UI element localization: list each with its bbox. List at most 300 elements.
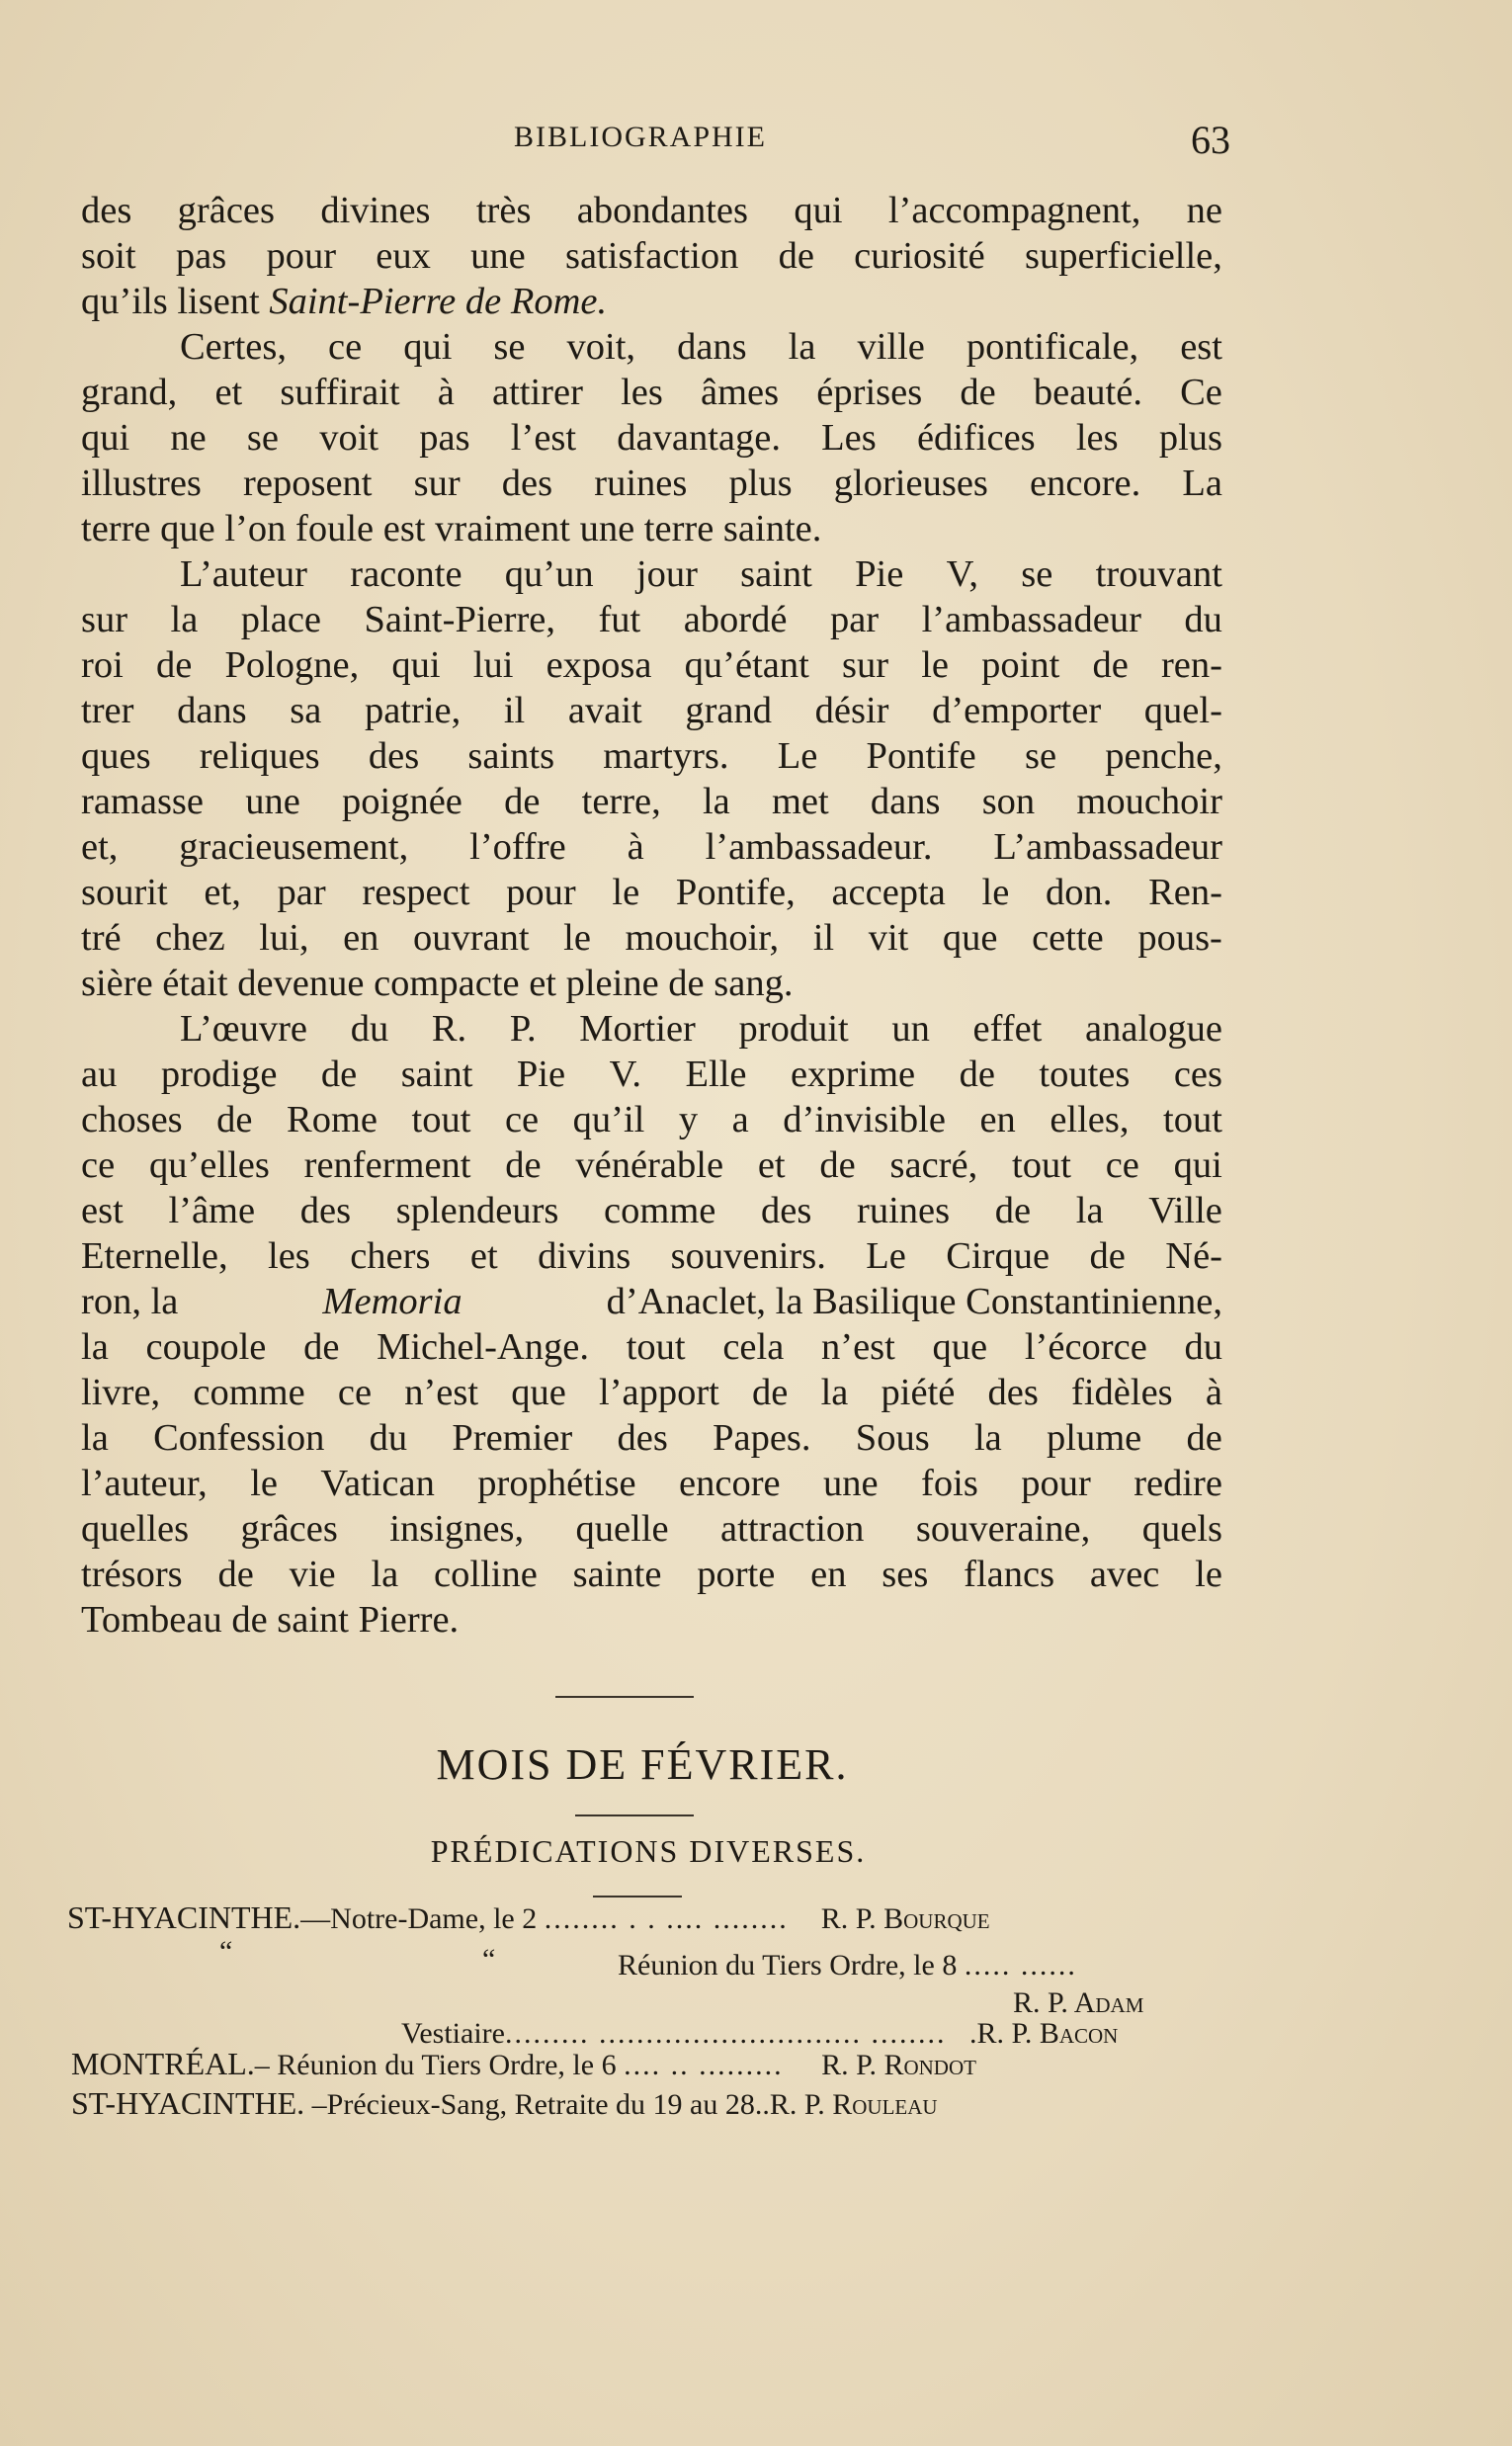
word: saint [740, 553, 812, 595]
word: Eternelle, [81, 1235, 228, 1277]
word: Papes. [713, 1417, 811, 1459]
word: la [702, 781, 730, 822]
word: la [81, 1417, 109, 1459]
word: des [761, 1190, 812, 1231]
word: sacré, [889, 1144, 978, 1186]
word: une [823, 1463, 879, 1504]
speaker-name: R. P. Rondot [821, 2049, 976, 2081]
word: ce [504, 1099, 540, 1140]
word: fut [598, 599, 641, 640]
list-item [71, 2085, 938, 2122]
place-name: ST-HYACINTHE. [71, 2085, 305, 2121]
word: soit [81, 235, 136, 277]
word: flancs [964, 1554, 1055, 1595]
word: penche, [1105, 735, 1222, 777]
word: reliques [199, 735, 320, 777]
word: ce [81, 1144, 116, 1186]
word: la [788, 326, 816, 368]
place-name: MONTRÉAL. [71, 2046, 255, 2081]
word: tout [1012, 1144, 1071, 1186]
word: l’accompagnent, [887, 190, 1141, 231]
word: accepta [831, 872, 946, 913]
speaker-name: R. P. Rouleau [769, 2088, 938, 2121]
word: de [216, 1099, 253, 1140]
word: qu’elles [148, 1144, 270, 1186]
word: tout [411, 1099, 471, 1140]
word: piété [881, 1372, 956, 1413]
word: Vatican [320, 1463, 435, 1504]
word: divines [320, 190, 431, 231]
word: prodige [160, 1054, 278, 1095]
word: son [981, 781, 1036, 822]
word: et [757, 1144, 786, 1186]
word: est [81, 1190, 124, 1231]
word: comme [604, 1190, 716, 1231]
word: grand [685, 690, 773, 731]
word: qu’il [572, 1099, 645, 1140]
word: pas [175, 235, 227, 277]
word: voit [319, 417, 379, 459]
dot-leader: ......... ............................ ........ [504, 2017, 947, 2050]
word: colline [434, 1554, 538, 1595]
text-span: ron, la [81, 1281, 179, 1322]
word: qui [794, 190, 843, 231]
word: respect [362, 872, 470, 913]
word: roi [81, 644, 124, 686]
word: cette [1032, 917, 1104, 959]
word: beauté. [1033, 372, 1142, 413]
speaker-name: R. P. Bourque [820, 1902, 990, 1935]
word: abondantes [576, 190, 748, 231]
speaker-name: .R. P. Bacon [968, 2017, 1119, 2050]
list-item [618, 1949, 1093, 1982]
word: met [771, 781, 829, 822]
speaker-name: R. P. Adam [1013, 1986, 1144, 2019]
word: éprises [816, 372, 923, 413]
word: davantage. [617, 417, 781, 459]
book-title: Saint-Pierre de Rome. [269, 281, 608, 322]
word: sur [81, 599, 128, 640]
word: avait [567, 690, 642, 731]
subsection-title: PRÉDICATIONS DIVERSES. [430, 1833, 867, 1869]
dot-leader: ........ . . .... ........ [544, 1902, 789, 1935]
list-item [67, 1899, 990, 1936]
word: se [493, 326, 526, 368]
word: de [303, 1326, 340, 1368]
word: gracieusement, [179, 826, 409, 868]
word: l’apport [599, 1372, 719, 1413]
word: Michel-Ange. [377, 1326, 590, 1368]
word: des [81, 190, 132, 231]
word: mouchoir, [625, 917, 780, 959]
word: fois [921, 1463, 978, 1504]
word: Le [866, 1235, 906, 1277]
word: l’écorce [1024, 1326, 1147, 1368]
word: Pologne, [224, 644, 360, 686]
word: ce [337, 1372, 373, 1413]
text-line: sière était devenue compacte et pleine de sang. [81, 963, 794, 1004]
word: du [1184, 599, 1222, 640]
word: Ville [1148, 1190, 1222, 1231]
dot-leader: .... .. ......... [624, 2049, 784, 2081]
word: plus [1158, 417, 1222, 459]
word: l’ambassadeur [921, 599, 1141, 640]
entry-detail: Réunion du Tiers Ordre, le 8 [618, 1949, 958, 1982]
word: que [942, 917, 998, 959]
word: une [245, 781, 300, 822]
word: de [155, 644, 193, 686]
word: un [891, 1008, 930, 1050]
word: qui [391, 644, 441, 686]
word: dans [870, 781, 941, 822]
word: l’ambassadeur. [705, 826, 933, 868]
word: ramasse [81, 781, 204, 822]
word: pous- [1137, 917, 1222, 959]
word: et [469, 1235, 498, 1277]
word: toutes [1039, 1054, 1131, 1095]
word: plume [1047, 1417, 1142, 1459]
word: le [981, 872, 1010, 913]
word: vénérable [575, 1144, 724, 1186]
word: sainte [572, 1554, 662, 1595]
word: le [563, 917, 591, 959]
word: à [437, 372, 455, 413]
word: dans [677, 326, 747, 368]
word: qui [81, 417, 130, 459]
word: de [819, 1144, 856, 1186]
word: saint [400, 1054, 473, 1095]
word: les [268, 1235, 310, 1277]
word: âmes [701, 372, 780, 413]
text-span: d’Anaclet, la Basilique Constantinienne, [606, 1281, 1222, 1322]
word: quelles [81, 1508, 190, 1550]
word: exprime [790, 1054, 916, 1095]
word: place [240, 599, 322, 640]
word: grand, [81, 372, 178, 413]
word: exposa [546, 644, 652, 686]
word: quelle [575, 1508, 669, 1550]
word: par [277, 872, 326, 913]
word: fidèles [1071, 1372, 1173, 1413]
word: don. [1046, 872, 1113, 913]
word: le [250, 1463, 278, 1504]
word: l’est [510, 417, 577, 459]
word: de [1186, 1417, 1222, 1459]
word: grâces [240, 1508, 338, 1550]
word: pour [1021, 1463, 1091, 1504]
word: Les [821, 417, 877, 459]
word: pour [506, 872, 576, 913]
text-line: Tombeau de saint Pierre. [81, 1599, 460, 1641]
word: produit [738, 1008, 849, 1050]
place-name: ST-HYACINTHE. [67, 1899, 301, 1935]
word: chers [350, 1235, 431, 1277]
word: ne [170, 417, 207, 459]
word: ce [328, 326, 363, 368]
page-number: 63 [1191, 118, 1230, 162]
word: pas [419, 417, 470, 459]
word: la [973, 1417, 1002, 1459]
word: d’invisible [783, 1099, 946, 1140]
word: attraction [720, 1508, 865, 1550]
word: y [678, 1099, 699, 1140]
word: souveraine, [915, 1508, 1091, 1550]
word: la [170, 599, 199, 640]
word: R. [431, 1008, 467, 1050]
word: l’offre [469, 826, 566, 868]
word: lui [472, 644, 514, 686]
word: d’emporter [932, 690, 1102, 731]
word: au [81, 1054, 118, 1095]
word: la [371, 1554, 399, 1595]
word: chez [155, 917, 225, 959]
word: qu’un [504, 553, 594, 595]
word: des [617, 1417, 668, 1459]
list-item [1013, 1986, 1143, 2020]
word: eux [376, 235, 431, 277]
word: Cirque [946, 1235, 1050, 1277]
word: ques [81, 735, 151, 777]
word: trésors [81, 1554, 183, 1595]
word: lui, [259, 917, 309, 959]
word: ville [857, 326, 925, 368]
word: du [350, 1008, 389, 1050]
word: à [627, 826, 644, 868]
word: se [1021, 553, 1053, 595]
word: redire [1134, 1463, 1222, 1504]
word: encore. [1030, 463, 1141, 504]
word: Ce [1180, 372, 1222, 413]
word: l’auteur, [81, 1463, 208, 1504]
word: comme [193, 1372, 305, 1413]
word: du [1184, 1326, 1222, 1368]
word: patrie, [364, 690, 462, 731]
word: le [1195, 1554, 1222, 1595]
word: sourit [81, 872, 168, 913]
word: V. [609, 1054, 642, 1095]
word: Sous [855, 1417, 930, 1459]
word: livre, [81, 1372, 161, 1413]
word: tré [81, 917, 122, 959]
word: choses [81, 1099, 183, 1140]
word: Né- [1165, 1235, 1222, 1277]
word: Ren- [1148, 872, 1222, 913]
word: le [921, 644, 949, 686]
word: de [1092, 644, 1129, 686]
word: Premier [452, 1417, 573, 1459]
word: grâces [177, 190, 275, 231]
word: le [612, 872, 640, 913]
word: de [959, 1054, 995, 1095]
word: Pie [516, 1054, 566, 1095]
word: que [511, 1372, 566, 1413]
word: abordé [683, 599, 788, 640]
word: il [503, 690, 526, 731]
word: insignes, [389, 1508, 525, 1550]
word: Elle [685, 1054, 747, 1095]
word: ce [1105, 1144, 1139, 1186]
word: L’œuvre [180, 1008, 308, 1050]
word: tout [626, 1326, 686, 1368]
word: se [246, 417, 279, 459]
ditto-mark: “ [219, 1935, 233, 1968]
word: à [1205, 1372, 1222, 1413]
word: quel- [1143, 690, 1222, 731]
word: P. [509, 1008, 537, 1050]
word: Pontife, [675, 872, 796, 913]
word: en [810, 1554, 847, 1595]
word: désir [814, 690, 889, 731]
word: martyrs. [603, 735, 729, 777]
word: qui [403, 326, 453, 368]
word: et [214, 372, 243, 413]
word: de [505, 1144, 542, 1186]
word: pour [266, 235, 337, 277]
word: la [820, 1372, 849, 1413]
word: les [1075, 417, 1119, 459]
word: glorieuses [833, 463, 988, 504]
word: et, [81, 826, 119, 868]
word: superficielle, [1025, 235, 1222, 277]
word: trer [81, 690, 134, 731]
word: satisfaction [564, 235, 739, 277]
text-span: qu’ils lisent [81, 281, 260, 322]
word: terre, [581, 781, 661, 822]
entry-detail: – Réunion du Tiers Ordre, le 6 [254, 2049, 617, 2081]
word: prophétise [477, 1463, 636, 1504]
word: jour [635, 553, 698, 595]
word: poignée [342, 781, 462, 822]
list-item [71, 2046, 976, 2082]
word: mouchoir [1076, 781, 1222, 822]
word: L’auteur [180, 553, 307, 595]
word: La [1182, 463, 1222, 504]
word: les [621, 372, 663, 413]
word: ren- [1160, 644, 1222, 686]
word: point [981, 644, 1060, 686]
word: effet [972, 1008, 1043, 1050]
running-title: BIBLIOGRAPHIE [514, 121, 767, 153]
word: reposent [243, 463, 373, 504]
word: cela [722, 1326, 785, 1368]
word: vit [868, 917, 909, 959]
word: de [320, 1054, 358, 1095]
word: curiosité [854, 235, 985, 277]
word: ses [882, 1554, 929, 1595]
word: sur [841, 644, 889, 686]
word: a [731, 1099, 749, 1140]
word: porte [697, 1554, 776, 1595]
word: Rome [287, 1099, 378, 1140]
word: analogue [1085, 1008, 1222, 1050]
word: des [987, 1372, 1039, 1413]
word: et, [204, 872, 241, 913]
word: Certes, [180, 326, 287, 368]
word: voit, [566, 326, 636, 368]
word: plus [728, 463, 793, 504]
word: ces [1173, 1054, 1222, 1095]
ditto-mark: “ [482, 1943, 496, 1976]
word: que [932, 1326, 988, 1368]
word: coupole [145, 1326, 267, 1368]
dot-leader: ..... ...... [964, 1949, 1077, 1982]
word: suffirait [280, 372, 400, 413]
word: qui [1173, 1144, 1222, 1186]
word: encore [679, 1463, 781, 1504]
entry-detail: —Notre-Dame, le 2 [300, 1902, 538, 1935]
word: n’est [821, 1326, 895, 1368]
word: renferment [303, 1144, 471, 1186]
word: la [81, 1326, 109, 1368]
word: édifices [916, 417, 1036, 459]
word: de [778, 235, 814, 277]
word: des [299, 1190, 352, 1231]
word: ouvrant [413, 917, 530, 959]
word: V, [946, 553, 979, 595]
word: Pontife [866, 735, 976, 777]
word: ruines [594, 463, 688, 504]
word: de [217, 1554, 254, 1595]
word: ruines [857, 1190, 951, 1231]
word: tout [1163, 1099, 1222, 1140]
word: dans [177, 690, 247, 731]
word: des [368, 735, 420, 777]
entry-detail: –Précieux-Sang, Retraite du 19 au 28.. [304, 2088, 770, 2121]
word: quels [1141, 1508, 1222, 1550]
word: avec [1089, 1554, 1160, 1595]
word: vie [289, 1554, 336, 1595]
word: pontificale, [966, 326, 1139, 368]
word: Mortier [579, 1008, 696, 1050]
section-title: MOIS DE FÉVRIER. [436, 1740, 849, 1789]
word: de [1089, 1235, 1126, 1277]
word: en [343, 917, 379, 959]
italic-term: Memoria [322, 1281, 462, 1322]
text-line: terre que l’on foule est vraiment une terre sainte. [81, 508, 822, 549]
word: Pie [855, 553, 904, 595]
word: de [504, 781, 541, 822]
word: en [979, 1099, 1016, 1140]
word: par [829, 599, 880, 640]
word: attirer [492, 372, 583, 413]
word: qu’étant [684, 644, 809, 686]
word: elles, [1050, 1099, 1130, 1140]
word: Le [777, 735, 818, 777]
word: Confession [153, 1417, 325, 1459]
word: est [1180, 326, 1222, 368]
word: de [994, 1190, 1032, 1231]
word: de [752, 1372, 789, 1413]
word: souvenirs. [670, 1235, 826, 1277]
word: divins [538, 1235, 631, 1277]
word: du [369, 1417, 408, 1459]
word: n’est [404, 1372, 479, 1413]
word: splendeurs [395, 1190, 559, 1231]
word: l’âme [168, 1190, 256, 1231]
word: trouvant [1095, 553, 1222, 595]
word: sa [290, 690, 322, 731]
word: une [470, 235, 526, 277]
word: illustres [81, 463, 202, 504]
entry-detail: Vestiaire [401, 2017, 505, 2050]
word: il [812, 917, 835, 959]
word: saints [467, 735, 555, 777]
word: de [960, 372, 996, 413]
word: Saint-Pierre, [364, 599, 555, 640]
word: des [501, 463, 553, 504]
word: raconte [350, 553, 462, 595]
word: très [475, 190, 532, 231]
